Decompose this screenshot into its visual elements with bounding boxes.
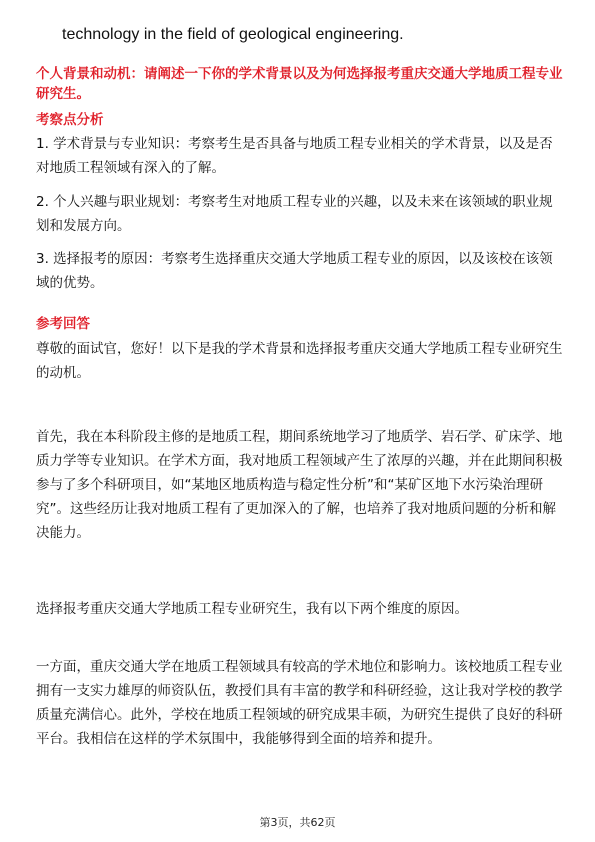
page-number-footer: 第3页，共62页 [259, 816, 336, 829]
intro-line: technology in the field of geological engineering. [62, 26, 404, 43]
analysis-point-1: 1. 学术背景与专业知识：考察考生是否具备与地质工程专业相关的学术背景，以及是否对地质工程领域有深入的了解。 [36, 136, 553, 176]
analysis-point-2: 2. 个人兴趣与职业规划：考察考生对地质工程专业的兴趣，以及未来在该领域的职业规划和发展方向。 [36, 194, 553, 234]
answer-paragraph-4: 一方面，重庆交通大学在地质工程领域具有较高的学术地位和影响力。该校地质工程专业拥有一支实力雄厚的师资队伍，教授们具有丰富的教学和科研经验，这让我对学校的教学质量充满信心。此外，学校在地质工程领域的研究成果丰硕，为研究生提供了良好的科研平台。我相信在这样的学术氛围中，我能够得到全面的培养和提升。 [36, 659, 563, 747]
question-heading: 个人背景和动机：请阐述一下你的学术背景以及为何选择报考重庆交通大学地质工程专业研究生。 [36, 66, 563, 102]
answer-heading: 参考回答 [36, 316, 90, 332]
analysis-heading: 考察点分析 [36, 112, 104, 128]
answer-paragraph-1: 尊敬的面试官，您好！以下是我的学术背景和选择报考重庆交通大学地质工程专业研究生的动机。 [36, 341, 563, 381]
analysis-point-3: 3. 选择报考的原因：考察考生选择重庆交通大学地质工程专业的原因，以及该校在该领域的优势。 [36, 251, 553, 291]
answer-paragraph-3: 选择报考重庆交通大学地质工程专业研究生，我有以下两个维度的原因。 [36, 601, 468, 617]
answer-paragraph-2: 首先，我在本科阶段主修的是地质工程，期间系统地学习了地质学、岩石学、矿床学、地质力学等专业知识。在学术方面，我对地质工程领域产生了浓厚的兴趣，并在此期间积极参与了多个科研项目，如“某地区地质构造与稳定性分析”和“某矿区地下水污染治理研究”。这些经历让我对地质工程有了更加深入的了解，也培养了我对地质问题的分析和解决能力。 [36, 429, 563, 541]
